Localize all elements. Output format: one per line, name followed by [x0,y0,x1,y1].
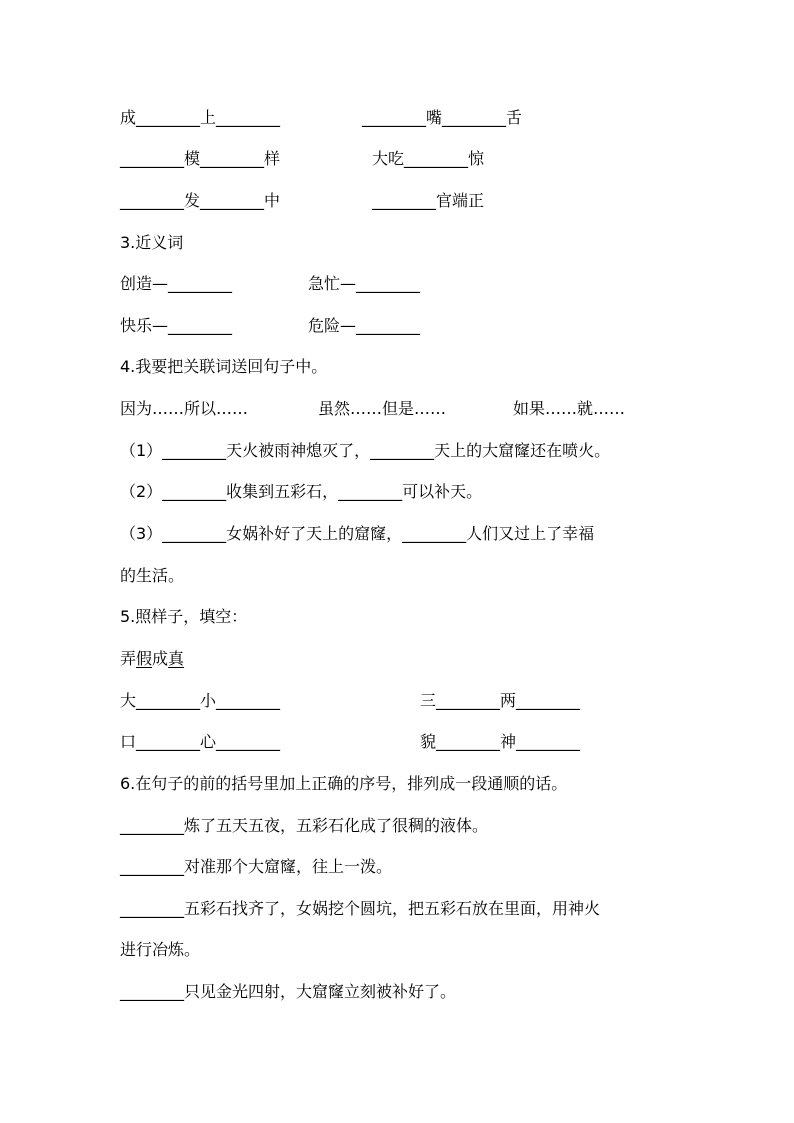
section-6-title: 6.在句子的前的括号里加上正确的序号，排列成一段通顺的话。 [120,774,568,793]
example-idiom [120,649,184,669]
synonym-2: 急忙—________ [308,274,421,293]
order-sentence-1: ________炼了五天五夜，五彩石化成了很稠的液体。 [120,816,489,835]
example-char-1: 弄 [120,649,137,668]
order-sentence-3-continued: 进行冶炼。 [120,940,201,959]
idiom-1: 成________上________ [120,108,281,127]
antonym-idiom-1: 大________小________ [120,691,281,710]
sentence-3-continued: 的生活。 [120,566,185,585]
order-sentence-4: ________只见金光四射，大窟窿立刻被补好了。 [120,982,457,1001]
section-3-title: 3.近义词 [120,233,184,252]
conjunction-3: 如果……就…… [513,399,626,418]
conjunction-2: 虽然……但是…… [318,399,447,418]
idiom-3: ________模________样 [120,149,281,168]
idiom-6: ________官端正 [372,191,485,210]
example-char-3: 成 [152,649,169,668]
conjunction-1: 因为……所以…… [120,399,249,418]
order-sentence-3: ________五彩石找齐了，女娲挖个圆坑，把五彩石放在里面，用神火 [120,899,601,918]
section-4-title: 4.我要把关联词送回句子中。 [120,357,328,376]
idiom-5: ________发________中 [120,191,281,210]
synonym-1: 创造—________ [120,274,233,293]
antonym-idiom-3: 口________心________ [120,732,281,751]
synonym-4: 危险—________ [308,316,421,335]
sentence-3: （3）________女娲补好了天上的窟窿，________人们又过上了幸福 [120,524,595,543]
example-char-4: 真 [168,649,185,668]
antonym-idiom-4: 貌________神________ [420,732,581,751]
example-char-2: 假 [136,649,153,668]
section-5-title: 5.照样子，填空： [120,607,248,626]
order-sentence-2: ________对准那个大窟窿，往上一泼。 [120,857,393,876]
synonym-3: 快乐—________ [120,316,233,335]
sentence-1: （1）________天火被雨神熄灭了，________天上的大窟窿还在喷火。 [120,441,611,460]
idiom-4: 大吃________惊 [372,149,485,168]
antonym-idiom-2: 三________两________ [420,691,581,710]
idiom-2: ________嘴________舌 [362,108,523,127]
sentence-2: （2）________收集到五彩石，________可以补天。 [120,482,483,501]
